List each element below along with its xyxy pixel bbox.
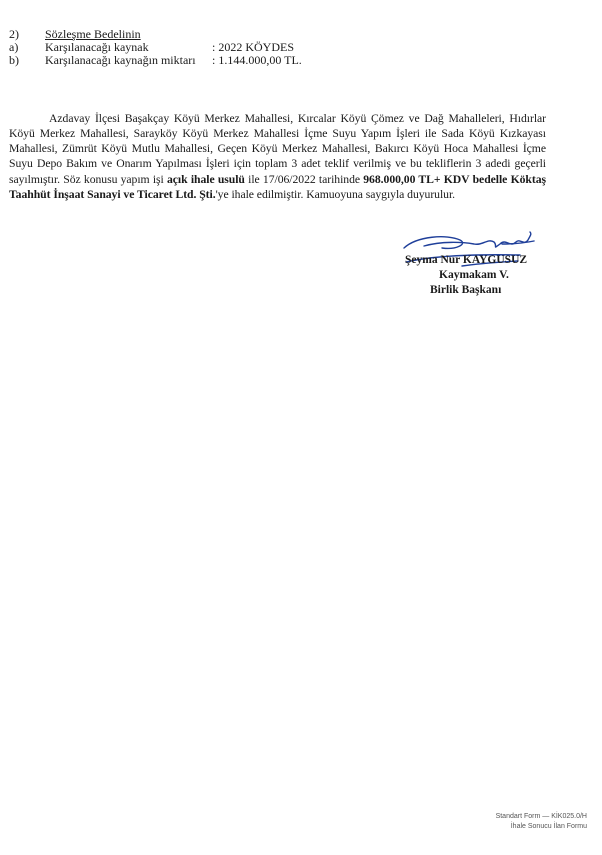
signature-block [402, 228, 567, 298]
paragraph-text: ile 17/06/2022 tarihinde [244, 172, 364, 186]
signatory-title: Kaymakam V. [439, 269, 509, 281]
section-number: 2) [9, 27, 19, 41]
funding-amount-row [9, 54, 302, 67]
handwritten-signature [402, 228, 567, 273]
section-title: Sözleşme Bedelinin [45, 27, 141, 41]
form-name: İhale Sonucu İlan Formu [510, 823, 587, 830]
row-letter: a) [9, 40, 19, 54]
signatory-name: Şeyma Nur KAYGUSUZ [405, 254, 528, 266]
row-label: Karşılanacağı kaynağın miktarı [45, 53, 196, 67]
paragraph-text: 'ye ihale edilmiştir. Kamuoyuna saygıyla duyurulur. [215, 187, 456, 201]
paragraph-text: Azdavay İlçesi Başakçay Köyü Merkez Mahallesi, Kırcalar Köyü Çömez ve Dağ Mahalleleri, Hıdırlar Köyü Merkez Mahallesi, Sarayköy Köyü Merkez Mahallesi İçme Suyu Yapım İşleri ile Sada Köyü Kızkayası Mahallesi, Zümrüt Köyü Mutlu Mahallesi, Geçen Köyü Merkez Mahallesi, Bakırcı Köyü Hoca Mahallesi İçme Suyu Depo Bakım ve Onarım Yapılması İşleri için toplam 3 adet teklif verilmiş ve bu tekliflerin 3 adedi geçerli sayılmıştır. Söz konusu yapım işi [9, 111, 546, 186]
row-value: : 1.144.000,00 TL. [212, 53, 302, 67]
signatory-position: Birlik Başkanı [430, 284, 502, 296]
row-value: : 2022 KÖYDES [212, 40, 295, 54]
row-label: Karşılanacağı kaynak [45, 40, 149, 54]
announcement-paragraph [9, 111, 546, 202]
row-letter: b) [9, 53, 19, 67]
form-code: Standart Form — KİK025.0/H [495, 813, 587, 820]
contract-price-section [9, 28, 302, 67]
contract-amount-and-contractor: 968.000,00 TL+ KDV bedelle Köktaş Taahhüt İnşaat Sanayi ve Ticaret Ltd. Şti. [9, 172, 546, 201]
tender-method: açık ihale usulü [166, 172, 245, 186]
form-footer [496, 812, 587, 832]
